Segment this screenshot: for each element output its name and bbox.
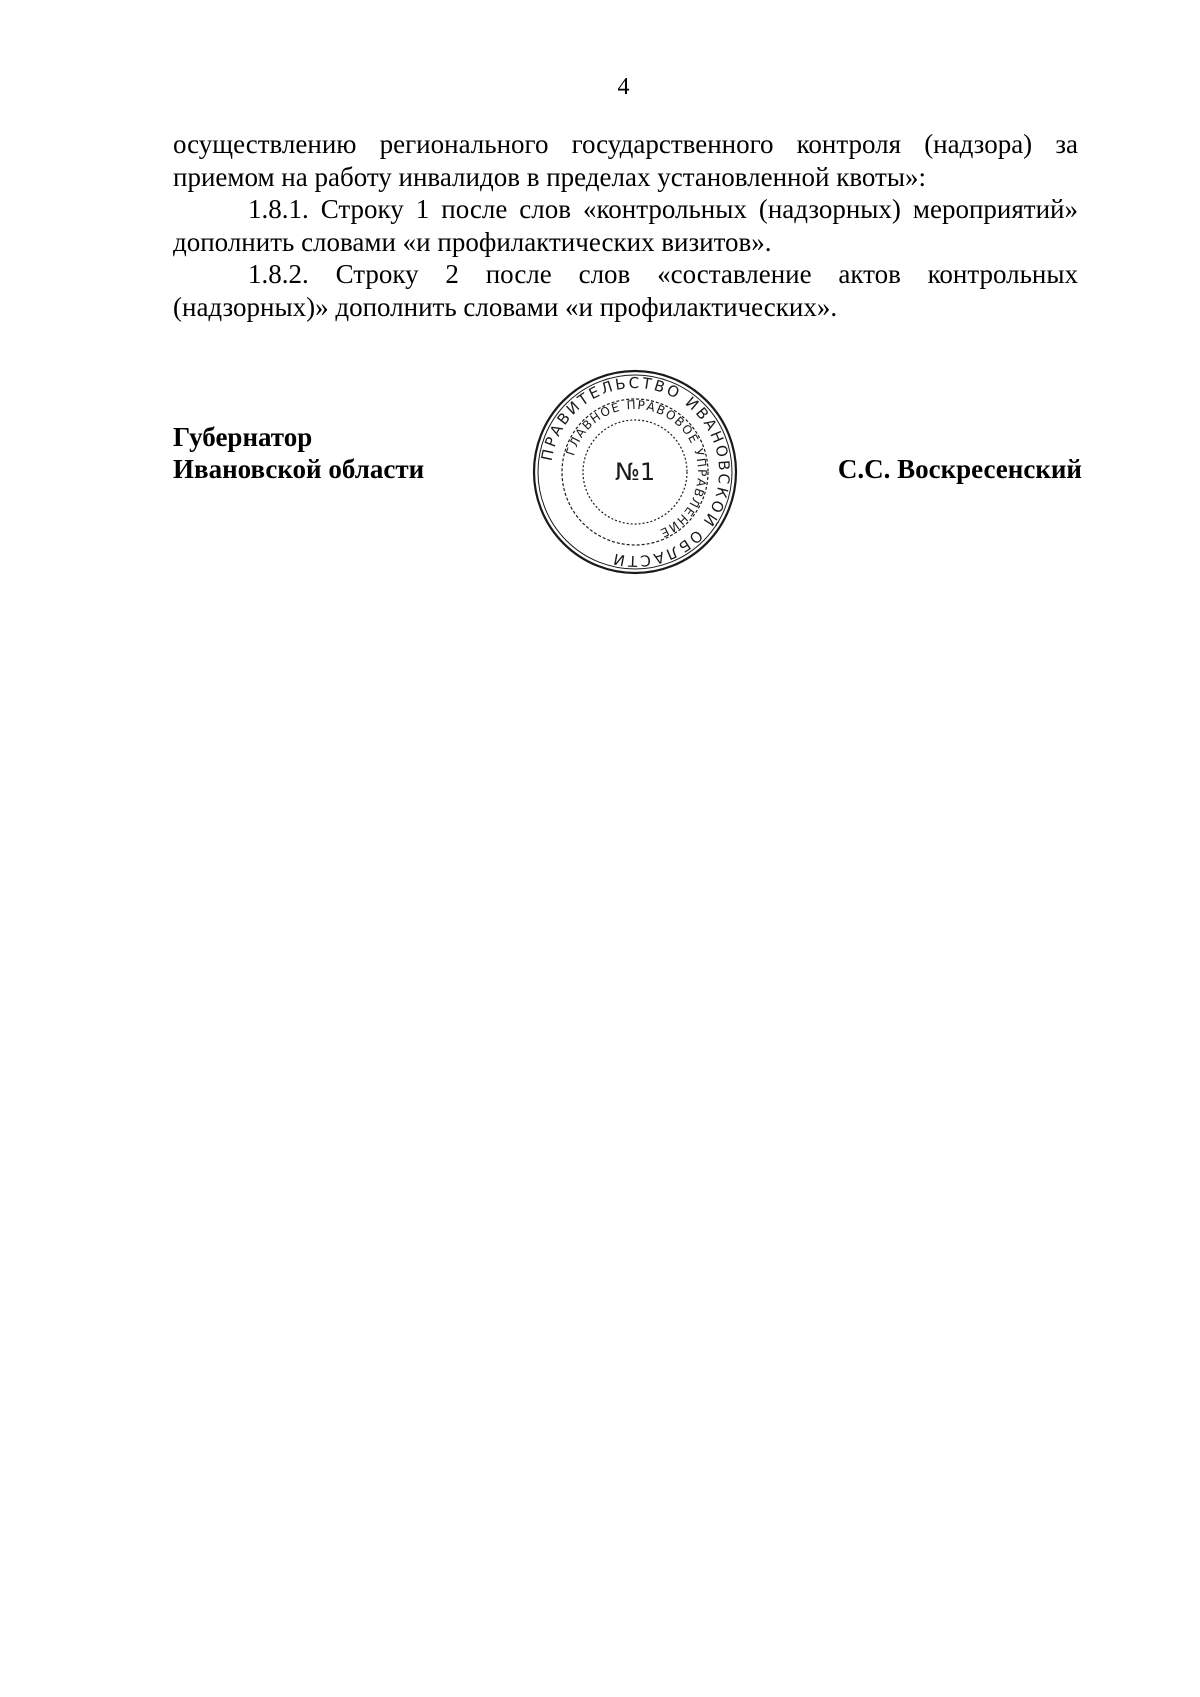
signature-position: [173, 421, 424, 485]
document-body: [173, 128, 1078, 323]
paragraph-1-8-2: 1.8.2. Строку 2 после слов «составление актов контрольных (надзорных)» дополнить словами «и профилактических».: [173, 259, 1078, 322]
signatory-name: С.С. Воскресенский: [837, 454, 1082, 484]
signature-position-line-1: Губернатор: [173, 422, 313, 452]
seal-stamp-graphic: [529, 366, 741, 578]
official-seal: [529, 366, 741, 578]
paragraph-continuation: осуществлению регионального государственного контроля (надзора) за приемом на работу инвалидов в пределах установленной квоты»:: [173, 129, 1078, 192]
seal-outer-text: ПРАВИТЕЛЬСТВО ИВАНОВСКОЙ ОБЛАСТИ: [537, 373, 734, 571]
signature-position-line-2: Ивановской области: [173, 454, 425, 484]
page-number: 4: [617, 74, 630, 100]
seal-number: №1: [614, 458, 656, 486]
paragraph-1-8-1: 1.8.1. Строку 1 после слов «контрольных (надзорных) мероприятий» дополнить словами «и профилактических визитов».: [173, 194, 1078, 257]
seal-inner-text: ГЛАВНОЕ ПРАВОВОЕ УПРАВЛЕНИЕ: [563, 397, 710, 541]
